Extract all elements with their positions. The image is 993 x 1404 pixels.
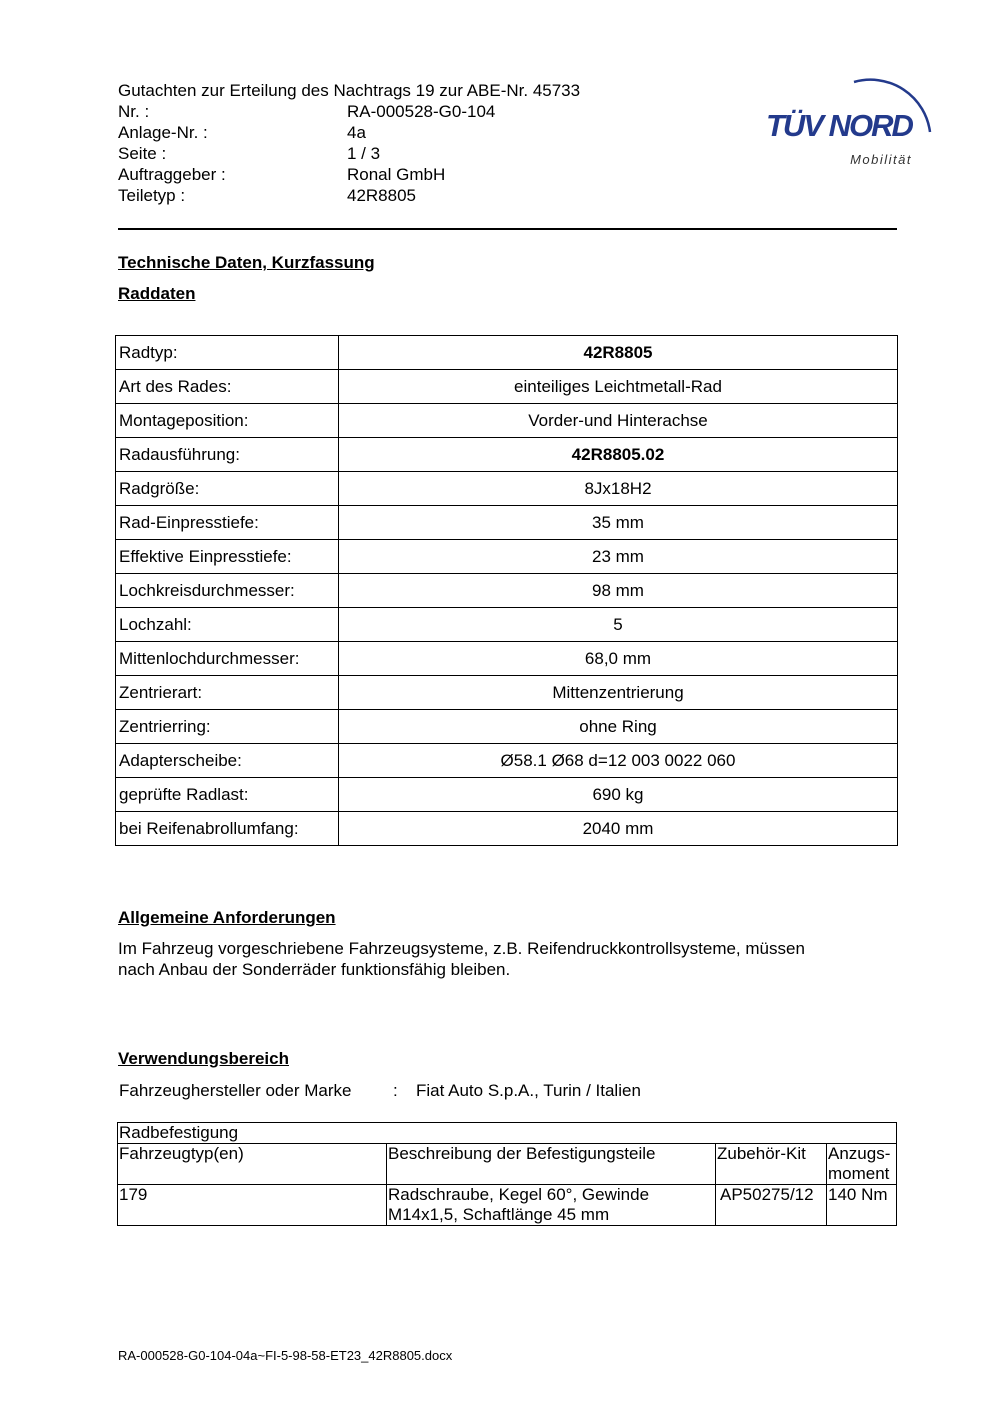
mount-cell-kit: AP50275/12 xyxy=(716,1185,827,1226)
header-label-teiletyp: Teiletyp : xyxy=(118,186,186,205)
tuv-nord-logo-arc-icon xyxy=(762,58,942,170)
mounting-table xyxy=(117,1122,897,1226)
heading-usage: Verwendungsbereich xyxy=(118,1049,289,1068)
spec-label: Adapterscheibe: xyxy=(116,744,339,778)
mount-cell-desc-line1: Radschraube, Kegel 60°, Gewinde xyxy=(388,1185,650,1204)
table-row xyxy=(116,710,898,744)
wheel-data-table xyxy=(115,335,898,846)
header-label-auftraggeber: Auftraggeber : xyxy=(118,165,226,184)
mount-header-kit: Zubehör-Kit xyxy=(716,1144,827,1185)
spec-label: Zentrierring: xyxy=(116,710,339,744)
mount-cell-desc xyxy=(387,1185,716,1226)
header-label-seite: Seite : xyxy=(118,144,167,163)
heading-technical: Technische Daten, Kurzfassung xyxy=(118,253,375,272)
spec-label: Lochzahl: xyxy=(116,608,339,642)
mount-caption: Radbefestigung xyxy=(118,1123,897,1144)
spec-label: Zentrierart: xyxy=(116,676,339,710)
logo-sub-text: Mobilität xyxy=(850,152,912,167)
spec-value: 5 xyxy=(339,608,898,642)
usage-colon: : xyxy=(393,1081,398,1100)
header-divider xyxy=(118,228,897,230)
mount-header-type: Fahrzeugtyp(en) xyxy=(118,1144,387,1185)
table-row xyxy=(116,676,898,710)
table-row xyxy=(118,1185,897,1226)
heading-general: Allgemeine Anforderungen xyxy=(118,908,336,927)
table-row xyxy=(116,370,898,404)
mount-cell-type: 179 xyxy=(118,1185,387,1226)
spec-label: Mittenlochdurchmesser: xyxy=(116,642,339,676)
spec-label: Radtyp: xyxy=(116,336,339,370)
spec-value: 35 mm xyxy=(339,506,898,540)
header-value-anlage: 4a xyxy=(347,123,366,142)
spec-value: 42R8805.02 xyxy=(339,438,898,472)
spec-value: 23 mm xyxy=(339,540,898,574)
table-row xyxy=(116,472,898,506)
spec-value: einteiliges Leichtmetall-Rad xyxy=(339,370,898,404)
spec-label: Rad-Einpresstiefe: xyxy=(116,506,339,540)
spec-label: geprüfte Radlast: xyxy=(116,778,339,812)
table-row xyxy=(116,438,898,472)
table-row xyxy=(116,642,898,676)
spec-value: Ø58.1 Ø68 d=12 003 0022 060 xyxy=(339,744,898,778)
usage-label: Fahrzeughersteller oder Marke xyxy=(119,1081,352,1100)
mount-header-torque xyxy=(827,1144,897,1185)
spec-value: ohne Ring xyxy=(339,710,898,744)
footer-filename: RA-000528-G0-104-04a~FI-5-98-58-ET23_42R8805.docx xyxy=(118,1348,453,1363)
spec-value: 2040 mm xyxy=(339,812,898,846)
header-value-seite: 1 / 3 xyxy=(347,144,381,163)
spec-label: Radausführung: xyxy=(116,438,339,472)
table-row xyxy=(116,812,898,846)
document-title: Gutachten zur Erteilung des Nachtrags 19 zur ABE-Nr. 45733 xyxy=(118,81,581,100)
spec-label: Effektive Einpresstiefe: xyxy=(116,540,339,574)
spec-label: bei Reifenabrollumfang: xyxy=(116,812,339,846)
header-value-teiletyp: 42R8805 xyxy=(347,186,417,205)
heading-wheel: Raddaten xyxy=(118,284,196,303)
table-row xyxy=(116,744,898,778)
spec-label: Radgröße: xyxy=(116,472,339,506)
table-row xyxy=(116,778,898,812)
header-value-nr: RA-000528-G0-104 xyxy=(347,102,496,121)
table-row xyxy=(116,404,898,438)
spec-value: Mittenzentrierung xyxy=(339,676,898,710)
logo-brand-text: TÜV NORD xyxy=(766,108,912,143)
spec-value: 42R8805 xyxy=(339,336,898,370)
table-row xyxy=(116,608,898,642)
spec-value: 690 kg xyxy=(339,778,898,812)
table-row xyxy=(116,540,898,574)
spec-value: 68,0 mm xyxy=(339,642,898,676)
usage-value: Fiat Auto S.p.A., Turin / Italien xyxy=(416,1081,641,1100)
mount-header-torque-line2: moment xyxy=(828,1164,890,1183)
mount-cell-desc-line2: M14x1,5, Schaftlänge 45 mm xyxy=(388,1205,610,1224)
mount-header-desc: Beschreibung der Befestigungsteile xyxy=(387,1144,716,1185)
table-row xyxy=(116,506,898,540)
spec-value: Vorder-und Hinterachse xyxy=(339,404,898,438)
general-text-line1: Im Fahrzeug vorgeschriebene Fahrzeugsysteme, z.B. Reifendruckkontrollsysteme, müssen xyxy=(118,939,805,958)
spec-label: Montageposition: xyxy=(116,404,339,438)
table-row xyxy=(116,336,898,370)
header-label-anlage: Anlage-Nr. : xyxy=(118,123,208,142)
tuv-nord-logo xyxy=(762,58,942,170)
header-label-nr: Nr. : xyxy=(118,102,150,121)
mount-header-torque-line1: Anzugs- xyxy=(828,1144,891,1163)
header-value-auftraggeber: Ronal GmbH xyxy=(347,165,446,184)
spec-label: Art des Rades: xyxy=(116,370,339,404)
general-text-line2: nach Anbau der Sonderräder funktionsfähig bleiben. xyxy=(118,960,511,979)
spec-value: 98 mm xyxy=(339,574,898,608)
spec-value: 8Jx18H2 xyxy=(339,472,898,506)
table-row xyxy=(116,574,898,608)
mount-cell-torque: 140 Nm xyxy=(827,1185,897,1226)
spec-label: Lochkreisdurchmesser: xyxy=(116,574,339,608)
